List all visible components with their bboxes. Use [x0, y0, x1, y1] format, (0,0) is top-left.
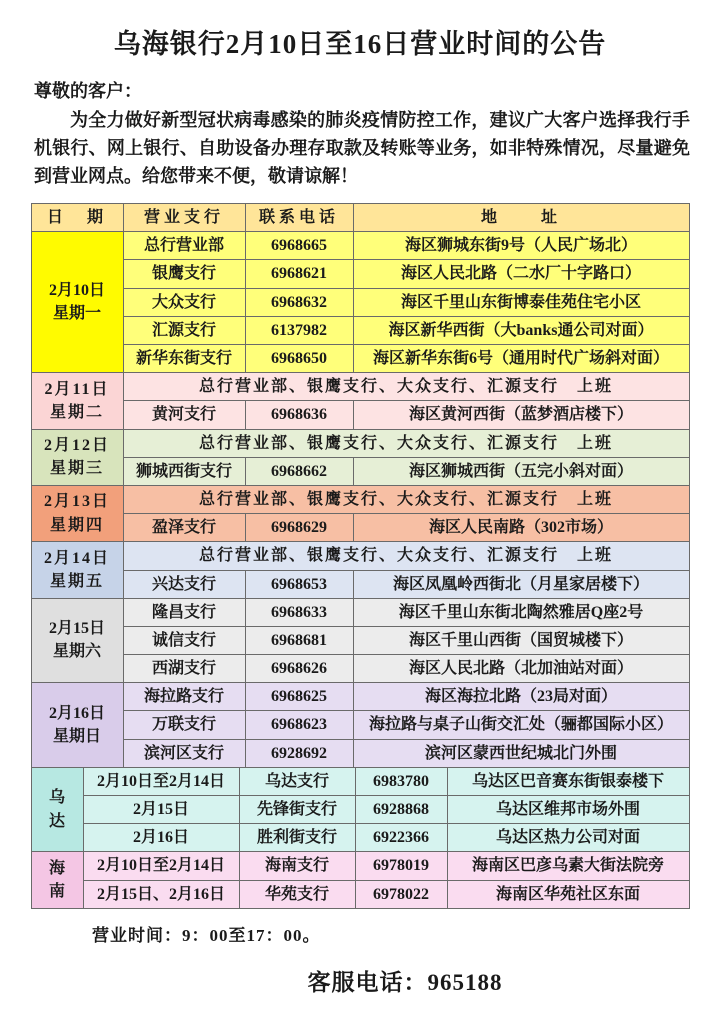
address-cell: 海区千里山东街博泰佳苑住宅小区 [353, 288, 689, 316]
table-row [31, 373, 689, 401]
phone-cell: 6968636 [245, 401, 353, 429]
date-line-1: 2月13日 [43, 493, 110, 511]
address-cell: 海区黄河西街（蓝梦酒店楼下） [353, 401, 689, 429]
region-name-cell [31, 852, 83, 908]
table-row [31, 880, 689, 908]
note-cell: 总行营业部、银鹰支行、大众支行、汇源支行 上班 [123, 373, 689, 401]
region-line-1: 乌 [48, 789, 65, 807]
table-row [31, 655, 689, 683]
phone-cell: 6978022 [355, 880, 447, 908]
address-cell: 海区新华西街（大banks通公司对面） [353, 316, 689, 344]
table-row [31, 401, 689, 429]
date-line-2: 星期日 [52, 728, 101, 746]
phone-cell: 6928692 [245, 739, 353, 767]
table-row [31, 429, 689, 457]
table-header-row [31, 204, 689, 232]
branch-cell: 银鹰支行 [123, 260, 245, 288]
table-row [31, 345, 689, 373]
table-row [31, 316, 689, 344]
phone-cell: 6968629 [245, 514, 353, 542]
phone-cell: 6968662 [245, 457, 353, 485]
date-cell [31, 429, 123, 485]
address-cell: 海区凤凰岭西街北（月星家居楼下） [353, 570, 689, 598]
phone-cell: 6922366 [355, 824, 447, 852]
address-cell: 海南区华苑社区东面 [447, 880, 689, 908]
branch-cell: 大众支行 [123, 288, 245, 316]
table-row [31, 485, 689, 513]
address-cell: 海区千里山西街（国贸城楼下） [353, 626, 689, 654]
address-cell: 海拉路与桌子山街交汇处（骊都国际小区） [353, 711, 689, 739]
table-row [31, 796, 689, 824]
schedule-table [31, 203, 690, 768]
phone-cell: 6968653 [245, 570, 353, 598]
branch-cell: 黄河支行 [123, 401, 245, 429]
note-cell: 总行营业部、银鹰支行、大众支行、汇源支行 上班 [123, 542, 689, 570]
table-row [31, 598, 689, 626]
date-line-2: 星期五 [49, 573, 104, 590]
date-cell [31, 598, 123, 683]
date-line-2: 星期四 [49, 516, 104, 534]
branch-cell: 汇源支行 [123, 316, 245, 344]
salutation: 尊敬的客户： [34, 81, 142, 102]
date-cell [31, 542, 123, 598]
address-cell: 海区新华东街6号（通用时代广场斜对面） [353, 345, 689, 373]
header-date: 日 期 [31, 204, 123, 232]
table-row [31, 824, 689, 852]
table-row [31, 514, 689, 542]
date-line-1: 2月14日 [43, 549, 110, 567]
address-cell: 海区人民北路（北加油站对面） [353, 655, 689, 683]
date-cell [31, 373, 123, 429]
phone-cell: 6968621 [245, 260, 353, 288]
branch-cell: 西湖支行 [123, 655, 245, 683]
header-address: 地 址 [353, 204, 689, 232]
address-cell: 乌达区巴音赛东街银泰楼下 [447, 767, 689, 795]
table-row [31, 852, 689, 880]
branch-cell: 海拉路支行 [123, 683, 245, 711]
date-cell: 2月16日 [83, 824, 239, 852]
table-row [31, 457, 689, 485]
date-line-2: 星期三 [49, 460, 104, 478]
region-line-2: 南 [48, 883, 65, 901]
branch-cell: 滨河区支行 [123, 739, 245, 767]
table-row [31, 542, 689, 570]
address-cell: 滨河区蒙西世纪城北门外围 [353, 739, 689, 767]
branch-cell: 诚信支行 [123, 626, 245, 654]
header-phone: 联系电话 [245, 204, 353, 232]
business-hours: 营业时间：9：00至17：00。 [92, 925, 321, 945]
branch-cell: 华苑支行 [239, 880, 355, 908]
phone-cell: 6968681 [245, 626, 353, 654]
branch-cell: 盈泽支行 [123, 514, 245, 542]
address-cell: 海南区巴彦乌素大街法院旁 [447, 852, 689, 880]
customer-service-phone: 客服电话：965188 [307, 969, 503, 995]
phone-cell: 6928868 [355, 796, 447, 824]
table-row [31, 767, 689, 795]
date-cell: 2月10日至2月14日 [83, 852, 239, 880]
table-row [31, 739, 689, 767]
date-line-1: 2月11日 [44, 380, 110, 398]
phone-cell: 6968633 [245, 598, 353, 626]
header-branch: 营业支行 [123, 204, 245, 232]
branch-cell: 万联支行 [123, 711, 245, 739]
table-row [31, 711, 689, 739]
branch-cell: 兴达支行 [123, 570, 245, 598]
date-cell: 2月15日、2月16日 [83, 880, 239, 908]
phone-cell: 6968625 [245, 683, 353, 711]
address-cell: 海区狮城东街9号（人民广场北） [353, 232, 689, 260]
address-cell: 乌达区热力公司对面 [447, 824, 689, 852]
table-row [31, 260, 689, 288]
date-cell [31, 485, 123, 541]
phone-cell: 6968632 [245, 288, 353, 316]
branch-cell: 狮城西街支行 [123, 457, 245, 485]
address-cell: 海区人民南路（302市场） [353, 514, 689, 542]
phone-cell: 6978019 [355, 852, 447, 880]
phone-cell: 6968626 [245, 655, 353, 683]
table-row [31, 570, 689, 598]
branch-cell: 隆昌支行 [123, 598, 245, 626]
date-line-2: 星期六 [52, 643, 101, 661]
address-cell: 海区狮城西街（五完小斜对面） [353, 457, 689, 485]
branch-cell: 总行营业部 [123, 232, 245, 260]
table-row [31, 232, 689, 260]
date-line-2: 星期一 [52, 305, 101, 323]
region-name-cell [31, 767, 83, 852]
address-cell: 海区海拉北路（23局对面） [353, 683, 689, 711]
branch-cell: 胜利街支行 [239, 824, 355, 852]
date-line-1: 2月16日 [48, 704, 105, 722]
phone-cell: 6137982 [245, 316, 353, 344]
note-cell: 总行营业部、银鹰支行、大众支行、汇源支行 上班 [123, 485, 689, 513]
date-cell: 2月10日至2月14日 [83, 767, 239, 795]
region-line-1: 海 [48, 859, 65, 877]
branch-cell: 海南支行 [239, 852, 355, 880]
phone-cell: 6968650 [245, 345, 353, 373]
phone-cell: 6968665 [245, 232, 353, 260]
date-cell [31, 683, 123, 768]
date-cell [31, 232, 123, 373]
date-line-2: 星期二 [49, 403, 104, 421]
note-cell: 总行营业部、银鹰支行、大众支行、汇源支行 上班 [123, 429, 689, 457]
address-cell: 乌达区维邦市场外围 [447, 796, 689, 824]
date-line-1: 2月12日 [43, 437, 110, 455]
branch-cell: 乌达支行 [239, 767, 355, 795]
intro-paragraph: 为全力做好新型冠状病毒感染的肺炎疫情防控工作，建议广大客户选择我行手机银行、网上银行、自助设备办理存取款及转账等业务，如非特殊情况，尽量避免到营业网点。给您带来不便，敬请谅解！ [34, 110, 690, 187]
table-row [31, 288, 689, 316]
region-line-2: 达 [48, 812, 65, 830]
date-cell: 2月15日 [83, 796, 239, 824]
address-cell: 海区千里山东街北陶然雅居Q座2号 [353, 598, 689, 626]
address-cell: 海区人民北路（二水厂十字路口） [353, 260, 689, 288]
table-row [31, 683, 689, 711]
branch-cell: 先锋街支行 [239, 796, 355, 824]
date-line-1: 2月10日 [48, 282, 105, 300]
page-title: 乌海银行2月10日至16日营业时间的公告 [113, 29, 607, 59]
table-row [31, 626, 689, 654]
phone-cell: 6968623 [245, 711, 353, 739]
date-line-1: 2月15日 [48, 620, 105, 638]
region-table [31, 767, 690, 909]
branch-cell: 新华东街支行 [123, 345, 245, 373]
phone-cell: 6983780 [355, 767, 447, 795]
